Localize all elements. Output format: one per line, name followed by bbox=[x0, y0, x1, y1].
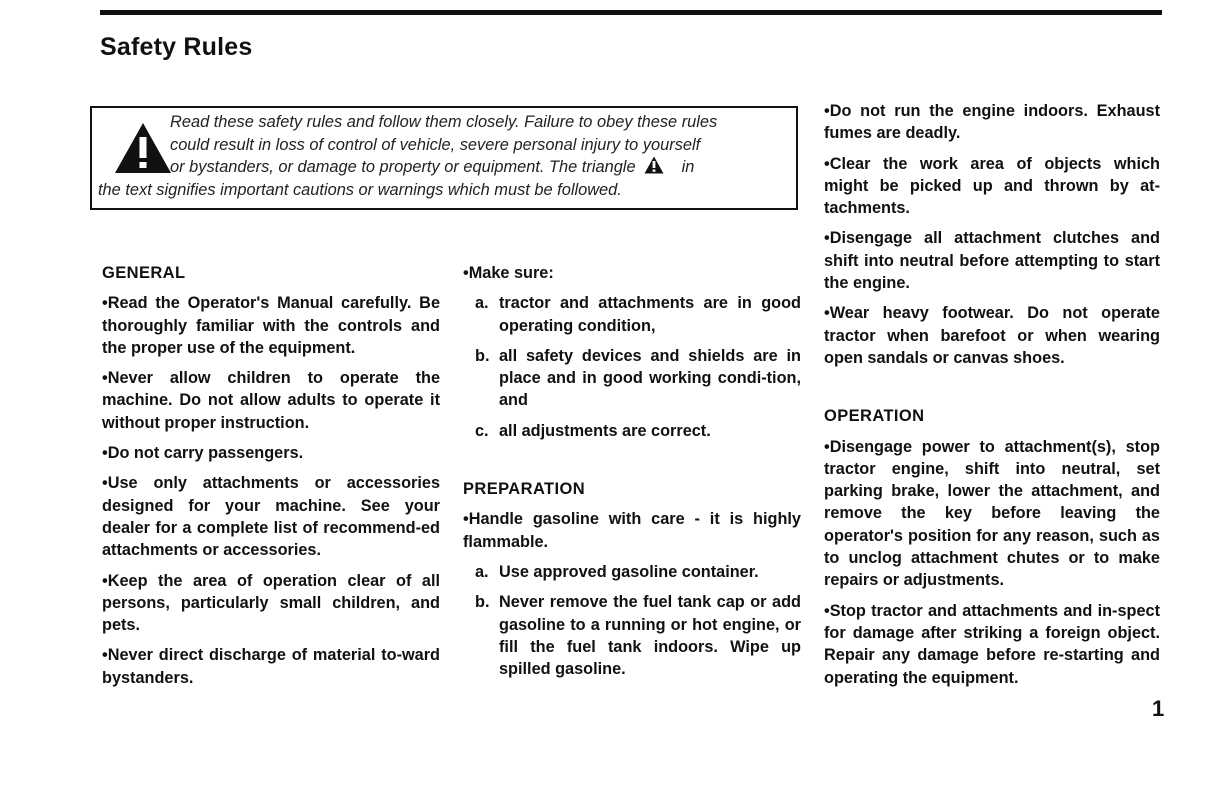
page-title: Safety Rules bbox=[100, 33, 253, 61]
column-make-sure-preparation bbox=[463, 262, 801, 688]
make-sure-item: b. all safety devices and shields are in place and in good working condi-tion, and bbox=[475, 346, 801, 410]
warning-box bbox=[90, 106, 798, 210]
make-sure-intro: •Make sure: bbox=[463, 264, 554, 282]
safety-item: •Wear heavy footwear. Do not operate tractor when barefoot or when wearing open sandals or canvas shoes. bbox=[824, 304, 1160, 367]
preparation-item: b. Never remove the fuel tank cap or add gasoline to a running or hot engine, or fill the fuel tank indoors. Wipe up spilled gasoline. bbox=[475, 593, 801, 679]
preparation-intro: •Handle gasoline with care - it is highly flammable. bbox=[463, 510, 801, 551]
warning-line-1: Read these safety rules and follow them closely. Failure to obey these rules bbox=[170, 113, 718, 131]
general-item: •Never allow children to operate the machine. Do not allow adults to operate it without proper instruction. bbox=[102, 369, 440, 432]
operation-item: •Stop tractor and attachments and in-spect for damage after striking a foreign object. Repair any damage before re-starting and operating the equipment. bbox=[824, 601, 1160, 687]
general-item: •Read the Operator's Manual carefully. Be thoroughly familiar with the controls and the proper use of the equipment. bbox=[102, 294, 440, 357]
general-item: •Use only attachments or accessories designed for your machine. See your dealer for a complete list of recommend-ed attachments or accessories. bbox=[102, 474, 440, 560]
column-operation bbox=[824, 100, 1160, 697]
general-item: •Keep the area of operation clear of all persons, particularly small children, and pets. bbox=[102, 571, 440, 635]
general-item: •Do not carry passengers. bbox=[102, 444, 304, 463]
column-general bbox=[102, 262, 440, 697]
warning-text bbox=[98, 111, 790, 201]
section-title-preparation: PREPARATION bbox=[463, 480, 586, 499]
general-item: •Never direct discharge of material to-ward bystanders. bbox=[102, 646, 440, 687]
section-title-general: GENERAL bbox=[102, 264, 186, 282]
safety-item: •Disengage all attachment clutches and shift into neutral before attempting to start the engine. bbox=[824, 229, 1160, 293]
section-title-operation: OPERATION bbox=[824, 407, 925, 426]
safety-item: •Do not run the engine indoors. Exhaust fumes are deadly. bbox=[824, 102, 1160, 143]
make-sure-item: c. all adjustments are correct. bbox=[475, 421, 711, 440]
page-number: 1 bbox=[1152, 696, 1165, 721]
make-sure-item: a. tractor and attachments are in good operating condition, bbox=[475, 294, 801, 335]
warning-line-2: could result in loss of control of vehicle, severe personal injury to yourself bbox=[170, 135, 701, 154]
preparation-item: a. Use approved gasoline container. bbox=[475, 562, 759, 581]
safety-item: •Clear the work area of objects which might be picked up and thrown by at-tachments. bbox=[824, 154, 1160, 218]
warning-line-3: or bystanders, or damage to property or equipment. The triangle in bbox=[170, 158, 695, 176]
operation-item: •Disengage power to attachment(s), stop tractor engine, shift into neutral, set parking brake, lower the attachment, and remove the key before leaving the operator's position for any reason, such as to unclog attachment chutes or to make repairs or adjustments. bbox=[824, 437, 1160, 590]
warning-line-4: the text signifies important cautions or warnings which must be followed. bbox=[98, 180, 622, 199]
top-rule bbox=[100, 10, 1162, 15]
warning-triangle-icon bbox=[644, 156, 664, 174]
